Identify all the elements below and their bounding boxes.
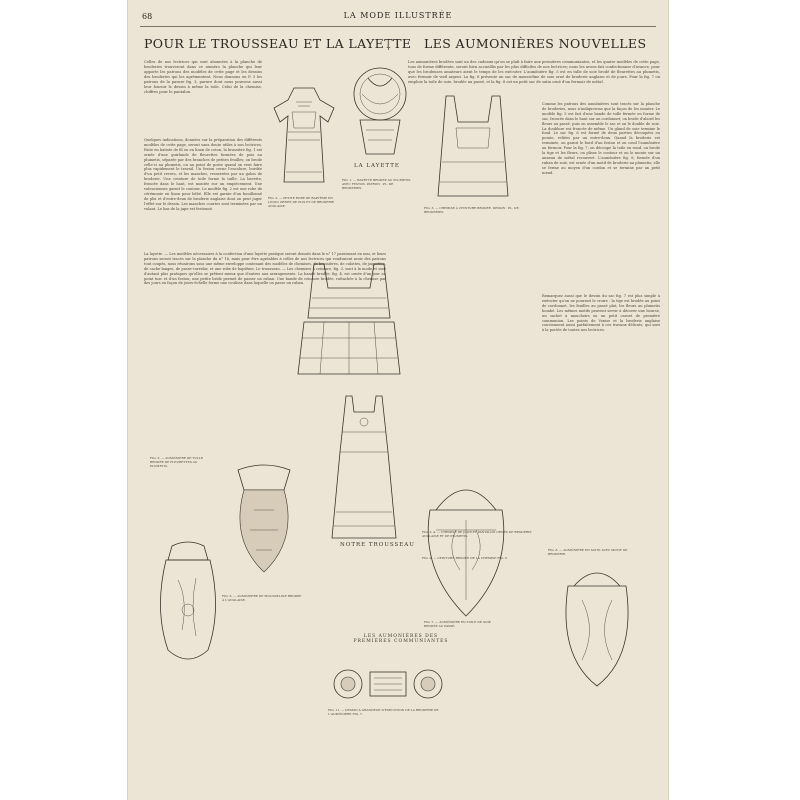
left-body-text: Quelques indications, données sur la préparation des différents modèles de cette page, seront sans doute utiles à nos lectrices. Faite en batiste de fil ou en linon de coton, la brassière fig. 1 est ornée d'une guirlande de fleurettes formées de pois au plumetis, séparée par des branches de petites feuilles; on brode celle-ci au plumetis, ou au point de poste quand on veut faire plus rapidement le travail. Un feston cerne l'encolure, bordée d'un petit revers, et les manches, resserrées par un galon de broderie. Une ceinture de toile forme la taille. La bavette, froncée dans le haut, est montée sur un empiècement. Une valenciennes garnit le contour. Le modèle fig. 2 est une robe de cérémonie en linon pour bébé. Elle est garnie d'un bouillonné de plis et d'entre-deux de broderie anglaise dont on peut juger l'effet sur le dessin. Les manches courtes sont terminées par un volant. Le bas de la jupe est festonné.	[144, 138, 262, 211]
combination-figure	[324, 392, 404, 542]
page-number: 68	[142, 12, 153, 21]
left-article-title: POUR LE TROUSSEAU ET LA LAYETTE	[144, 36, 412, 51]
fig3-chemise	[428, 92, 518, 202]
fig2-baby-dress	[268, 82, 340, 192]
right-body-text: Comme les patrons des aumônières sont tracés sur la planche de broderies, nous n'indiquerons que la façon de les monter. Le modèle fig. 5 est fait d'une bande de tulle fermée en forme de sac, froncée dans le haut sur un cordonnet; on brode d'abord les fleurs au passé, puis on assemble le sac et on le double de soie. La doublure est froncée de même. Un gland de soie termine le fond. Le sac fig. 6 est formé de deux parties découpées en pointe, reliées par un entre-deux. Quand la broderie est terminée, on garnit le bord d'un feston et on coud l'aumônière au fermoir. Pour la fig. 7, on découpe la toile en rond, on brode la tige et les fleurs, on plisse le contour et on le monte sur un anneau de métal recouvert. L'aumônière fig. 8, formée d'un ruban de soie, est ornée d'un motif de broderie au plumetis; elle se ferme au moyen d'un cordon et se termine par un petit nœud.	[542, 102, 660, 175]
corset-cover-figure	[294, 258, 404, 378]
left-body-text-2: La layette. — Les modèles nécessaires à la confection d'une layette pratique seront donnés dans le n° 17 paraissant en mai, et leurs patrons seront tracés sur la planche du n° 16, mais pour être agréables à celles de nos lectrices qui voudraient avoir des patrons tout coupés, nous réunirons sous une même enveloppe contenant des modèles de chemises, de brassières, de culottes, de jaquettes, de cache-langes, de passe-corridor, et une robe de baptême. Le trousseau. — Les chemises à ceinture, fig. 3, sont à la mode et sont d'autant plus pratiques qu'elles se prêtent mieux que d'autres aux arrangements. La bande brodée, fig. 4, est ornée d'un jour au point turc et d'un feston; une petite bride permet de passer un ruban. Une bande de ceinture brodée, rattachée à la chemise par des jours en façon de jours-échelle forme une coulisse dans laquelle on passe un ruban.	[144, 252, 386, 286]
fig2-caption: FIG. 2. — PETITE ROBE DE BAPTÊME EN LINON ORNÉE DE PLIS ET DE BRODERIE ANGLAISE.	[268, 196, 335, 208]
fig6-caption: FIG. 6. — AUMÔNIÈRE DE MOUSSELINE BRODÉE À L'ANGLAISE.	[222, 594, 302, 602]
column-divider	[388, 40, 389, 50]
running-title: LA MODE ILLUSTRÉE	[343, 11, 453, 20]
magazine-page	[128, 0, 668, 800]
fig8-caption: FIG. 8. — AUMÔNIÈRE EN SATIN AVEC MOTIF DE BRODERIE.	[548, 548, 628, 556]
fig5-caption: FIG. 5. — AUMÔNIÈRE DE TULLE BRODÉE DE FLEURETTES AU PLUMETIS.	[150, 456, 204, 468]
layette-label: LA LAYETTE	[354, 163, 400, 169]
fig3-caption: FIG. 3. — CHEMISE À CEINTURE BRODÉE. DESSIN : PL. DE BRODERIES.	[424, 206, 519, 214]
right-intro-text: Les aumonières brodées sont un des cadeaux qu'on se plaît à faire aux premières communiantes, et les quatre modèles de cette page, tous de forme différente, seront bien accueillis par les plus difficiles de nos lectrices; nous les avons fait confectionner d'avance, pour que les brodeuses amateurs aient le temps de les exécuter. L'aumônière fig. 5 est en tulle de soie brodé de fleurettes au plumetis, avec fermoir de vieil argent. La fig. 6 présente un sac de mousseline de soie orné de broderie anglaise et de jours. Pour la fig. 7 on emploie la toile de soie, brodée au passé, et la fig. 8 est un petit sac de satin orné d'un fermoir de métal.	[408, 60, 660, 84]
fig9-caption: FIG. 9. — CEINTURE BRODÉE DE LA CHEMISE FIG. 3.	[422, 556, 508, 560]
right-article-title: LES AUMONIÈRES NOUVELLES	[424, 36, 647, 51]
fig1-bib	[350, 64, 410, 158]
fig5-purse	[148, 540, 228, 670]
header-rule	[140, 26, 656, 27]
fig11-caption: FIG. 11. — DESSIN À GRANDEUR D'EXÉCUTION DE LA BRODERIE DE L'AUMÔNIÈRE FIG. 7.	[328, 708, 439, 716]
trousseau-label: NOTRE TROUSSEAU	[340, 542, 415, 548]
trousseau-caption: FIG. 3, 4. — CHEMISE DE JOUR ET PANTALON ORNÉS DE BRODERIE ANGLAISE ET DE PLUMETIS.	[422, 530, 532, 538]
fig6-purse	[224, 460, 304, 580]
left-intro-text: Celles de nos lectrices qui sont abonnées à la planche de broderies trouveront dans ce numéro la planche qui leur apporte les patrons des modèles de cette page et les dessins des broderies qui les agrémentent. Nous donnons en P. 3 les patrons de la parure fig. 3, parure dont nous pouvons aussi leur fournir le dessin à même la toile. Celui de la chemise, chiffres pour le pantalon.	[144, 60, 262, 94]
fig8-purse	[552, 560, 642, 690]
fig7-purse	[416, 470, 516, 620]
aumonieres-label: LES AUMONIÈRES DES PREMIÈRES COMMUNIANTES	[353, 634, 449, 644]
right-body-text-3: Remarquez aussi que le dessin du sac fig. 7 est plus simple à exécuter qu'on ne pourrait le croire : la tige est brodée au point de cordonnet, les feuilles au passé plat, les fleurs au plumetis bombé. Les mêmes motifs peuvent servir à décorer une bourse, un sachet à mouchoirs ou un petit carnet de première communion. Les points de Venise et la broderie anglaise conviennent aussi parfaitement à ces travaux délicats, qui sont à la portée de toutes nos lectrices.	[542, 294, 660, 333]
fig1-caption: FIG. 1. — BAVETTE BRODÉE AU PLUMETIS, AVEC FESTON. PATRON : PL. DE BRODERIES.	[342, 178, 412, 190]
fig7-caption: FIG. 7. — AUMÔNIÈRE EN TOILE DE SOIE BRODÉE AU PASSÉ.	[424, 620, 491, 628]
fig11-embroidery-detail	[328, 664, 448, 704]
